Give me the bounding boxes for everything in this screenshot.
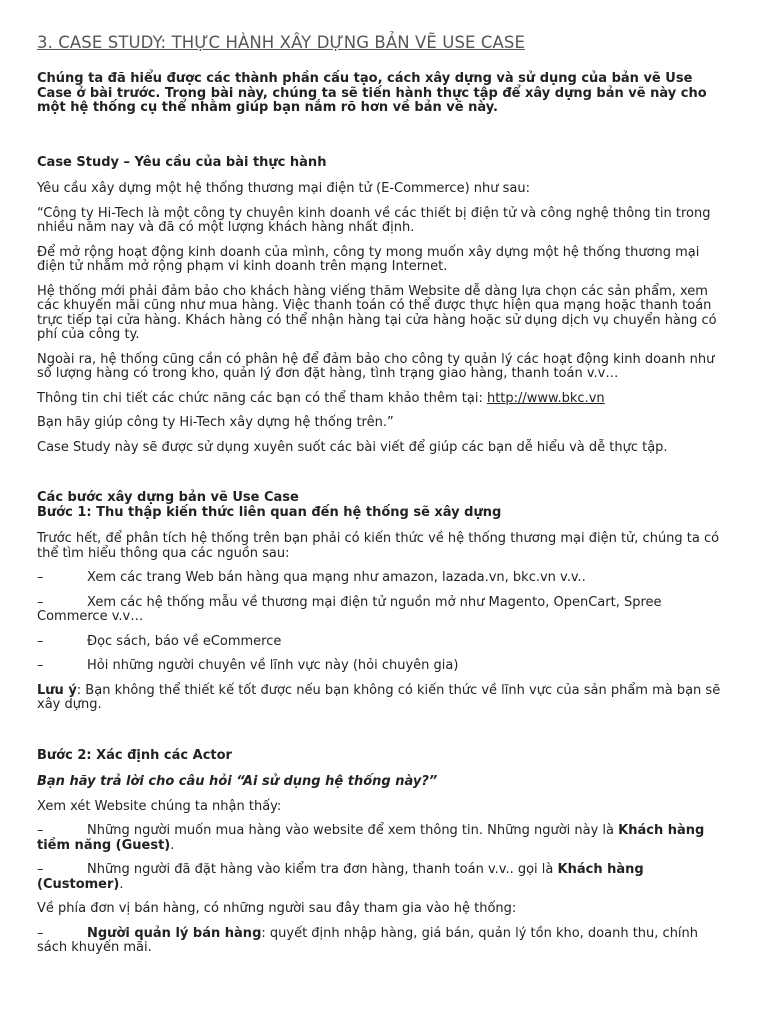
quote-paragraph-6: Bạn hãy giúp công ty Hi-Tech xây dựng hệ thống trên.”: [37, 415, 394, 430]
list-item-text: Đọc sách, báo về eCommerce: [87, 633, 282, 649]
dash-marker: –: [37, 862, 44, 877]
step2-title: : Xác định các Actor: [86, 747, 232, 763]
note-label: Lưu ý: [37, 682, 77, 698]
step2-question: Bạn hãy trả lời cho câu hỏi “Ai sử dụng hệ thống này?”: [37, 774, 438, 789]
guest-end: .: [170, 837, 175, 853]
quote-paragraph-3: Hệ thống mới phải đảm bảo cho khách hàng viếng thăm Website dễ dàng lựa chọn các sản phẩm, xem các khuyến mãi cũng như mua hàng. Việc thanh toán có thể được thực hiện qua mạng hoặc thanh toán trực tiếp tại cửa hàng. Khách hàng có thể nhận hàng tại cửa hàng hoặc sử dụng dịch vụ chuyển hàng có phí của công ty.: [37, 283, 717, 342]
requirement-intro: Yêu cầu xây dựng một hệ thống thương mại điện tử (E-Commerce) như sau:: [37, 181, 530, 196]
list-item: [37, 863, 731, 892]
customer-end: .: [119, 876, 124, 892]
case-study-note: Case Study này sẽ được sử dụng xuyên suốt các bài viết để giúp các bạn dễ hiểu và dễ thực tập.: [37, 439, 668, 455]
dash-marker: –: [37, 570, 44, 585]
step2-label: Bước 2: [37, 747, 87, 763]
step1-intro: Trước hết, để phân tích hệ thống trên bạn phải có kiến thức về hệ thống thương mại điện tử, chúng ta có thể tìm hiểu thông qua các nguồn sau:: [37, 531, 720, 561]
reference-text: Thông tin chi tiết các chức năng các bạn có thể tham khảo thêm tại:: [37, 390, 487, 406]
customer-text: Những người đã đặt hàng vào kiểm tra đơn hàng, thanh toán v.v.. gọi là: [87, 862, 558, 877]
list-item: [37, 571, 731, 586]
quote-paragraph-2: Để mở rộng hoạt động kinh doanh của mình, công ty mong muốn xây dựng một hệ thống thương mại điện tử nhằm mở rộng phạm vi kinh doanh trên mạng Internet.: [37, 244, 700, 274]
quote-paragraph-1: “Công ty Hi-Tech là một công ty chuyên kinh doanh về các thiết bị điện tử và công nghệ thông tin trong nhiều năm nay và đã có một lượng khách hàng nhất định.: [37, 205, 711, 235]
list-item: [37, 635, 731, 650]
list-item-text: Xem các trang Web bán hàng qua mạng như amazon, lazada.vn, bkc.vn v.v..: [87, 570, 586, 585]
note-text: : Bạn không thể thiết kế tốt được nếu bạn không có kiến thức về lĩnh vực của sản phẩm mà bạn sẽ xây dựng.: [37, 682, 721, 712]
step2-observe: Xem xét Website chúng ta nhận thấy:: [37, 798, 282, 814]
quote-paragraph-5: [37, 392, 731, 407]
quote-paragraph-4: Ngoài ra, hệ thống cũng cần có phân hệ để đảm bảo cho công ty quản lý các hoạt động kinh doanh như số lượng hàng có trong kho, quản lý đơn đặt hàng, tình trạng giao hàng, thanh toán v.v…: [37, 351, 715, 381]
list-item-text: Xem các hệ thống mẫu về thương mại điện tử nguồn mở như Magento, OpenCart, Spree Commerce v.v…: [37, 594, 662, 624]
note-paragraph: [37, 684, 731, 713]
manager-actor: Người quản lý bán hàng: [87, 925, 262, 941]
list-item: [37, 596, 731, 625]
guest-actor: Khách hàng tiềm năng (Guest): [37, 823, 705, 853]
intro-paragraph: Chúng ta đã hiểu được các thành phần cấu tạo, cách xây dựng và sử dụng của bản vẽ Use Case ở bài trước. Trong bài này, chúng ta sẽ tiến hành thực tập để xây dựng bản vẽ này cho một hệ thống cụ thể nhằm giúp bạn nắm rõ hơn về bản vẽ này.: [37, 71, 707, 115]
dash-marker: –: [37, 594, 44, 610]
bkc-link[interactable]: http://www.bkc.vn: [486, 390, 605, 406]
dash-marker: –: [37, 633, 44, 649]
seller-intro: Về phía đơn vị bán hàng, có những người sau đây tham gia vào hệ thống:: [37, 901, 517, 916]
step2-heading: [37, 749, 731, 764]
guest-text: Những người muốn mua hàng vào website để xem thông tin. Những người này là: [87, 823, 619, 838]
list-item: [37, 659, 731, 674]
case-study-heading: Case Study – Yêu cầu của bài thực hành: [37, 154, 327, 170]
dash-marker: –: [37, 925, 44, 941]
step1-heading: [37, 506, 731, 521]
list-item-text: Hỏi những người chuyên về lĩnh vực này (hỏi chuyên gia): [87, 658, 459, 673]
list-item: [37, 927, 731, 956]
steps-heading: Các bước xây dựng bản vẽ Use Case: [37, 490, 299, 505]
customer-actor: Khách hàng (Customer): [37, 862, 644, 892]
list-item: [37, 824, 731, 853]
step1-label: Bước 1: [37, 504, 87, 520]
dash-marker: –: [37, 823, 44, 838]
step1-title: : Thu thập kiến thức liên quan đến hệ thống sẽ xây dựng: [86, 504, 502, 520]
page-title: 3. CASE STUDY: THỰC HÀNH XÂY DỰNG BẢN VẼ USE CASE: [37, 33, 526, 52]
manager-text: : quyết định nhập hàng, giá bán, quản lý tồn kho, doanh thu, chính sách khuyến mãi.: [37, 925, 699, 955]
dash-marker: –: [37, 658, 44, 673]
